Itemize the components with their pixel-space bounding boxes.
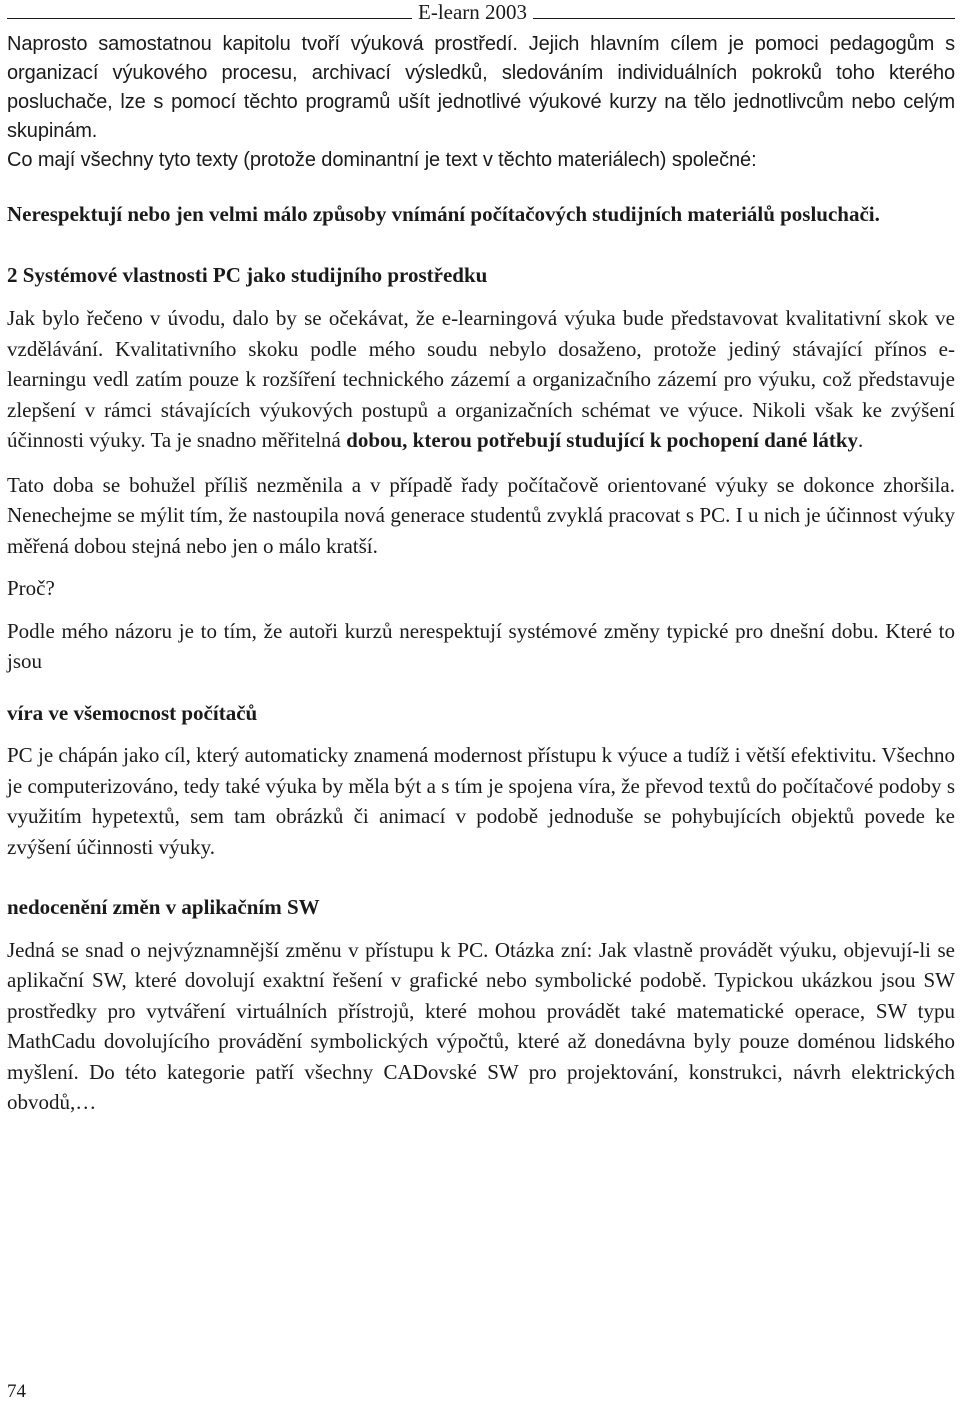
section-2-paragraph-1-end: .: [858, 428, 864, 452]
application-sw-paragraph: Jedná se snad o nejvýznamnější změnu v přístupu k PC. Otázka zní: Jak vlastně provádět výuku, objevují-li se aplikační SW, které dovolují exaktní řešení v grafické nebo symbolické podobě. Typickou ukázkou jsou SW prostředky pro vytváření virtuálních přístrojů, které mohou provádět také matematické operace, SW typu MathCadu dovolujícího provádění symbolických výpočtů, které až donedávna byly pouze doménou lidského myšlení. Do této kategorie patří všechny CADovské SW pro projektování, konstrukci, návrh elektrických obvodů,…: [7, 937, 955, 1114]
belief-in-computers-paragraph: PC je chápán jako cíl, který automaticky znamená modernost přístupu k výuce a tudíž i větší efektivitu. Všechno je computerizováno, tedy také výuka by měla být a s tím je spojena víra, že převod textů do počítačové podoby s využitím hypetextů, sem tam obrázků či animací v podobě jednoduše se pohybujících objektů povede ke zvýšení účinnosti výuky.: [7, 743, 955, 859]
section-2-heading: 2 Systémové vlastnosti PC jako studijního prostředku: [7, 262, 488, 287]
why-question: Proč?: [7, 576, 55, 600]
opinion-paragraph: Podle mého názoru je to tím, že autoři kurzů nerespektují systémové změny typické pro dnešní dobu. Které to jsou: [7, 618, 955, 673]
conclusion-bold-paragraph: Nerespektují nebo jen velmi málo způsoby vnímání počítačových studijních materiálů posluchači.: [7, 202, 880, 226]
section-2-paragraph-1-text: Jak bylo řečeno v úvodu, dalo by se očekávat, že e-learningová výuka bude představovat kvalitativní skok ve vzdělávání. Kvalitativního skoku podle mého soudu nebylo dosaženo, protože jediný stávající přínos e-learningu vedl zatím pouze k rozšíření technického zázemí a organizačního zázemí pro výuku, což představuje zlepšení v rámci stávajících výukových postupů a organizačních schémat ve výuce. Nikoli však ke zvýšení účinnosti výuky. Ta je snadno měřitelná: [7, 306, 955, 452]
subheading-belief-in-computers: víra ve všemocnost počítačů: [7, 700, 258, 725]
subheading-application-sw: nedocenění změn v aplikačním SW: [7, 895, 320, 919]
section-2-paragraph-1: [7, 303, 955, 456]
intro-paragraph: Naprosto samostatnou kapitolu tvoří výuková prostředí. Jejich hlavním cílem je pomoci pedagogům s organizací výukového procesu, archivací výsledků, sledováním individuálních pokroků toho kterého posluchače, lze s pomocí těchto programů ušít jednotlivé výukové kurzy na tělo jednotlivcům nebo celým skupinám.: [7, 33, 955, 142]
document-body: [7, 30, 955, 1118]
section-2-paragraph-1-emphasis: dobou, kterou potřebují studující k pochopení dané látky: [346, 428, 859, 452]
header-title: E-learn 2003: [412, 0, 533, 25]
section-2-paragraph-2: Tato doba se bohužel příliš nezměnila a v případě řady počítačově orientované výuky se dokonce zhoršila. Nenechejme se mýlit tím, že nastoupila nová generace studentů zvyklá pracovat s PC. I u nich je účinnost výuky měřená dobou stejná nebo jen o málo kratší.: [7, 472, 955, 558]
page-header: [7, 0, 955, 26]
page-number: 74: [7, 1381, 26, 1402]
common-features-paragraph: Co mají všechny tyto texty (protože dominantní je text v těchto materiálech) společné:: [7, 149, 757, 171]
